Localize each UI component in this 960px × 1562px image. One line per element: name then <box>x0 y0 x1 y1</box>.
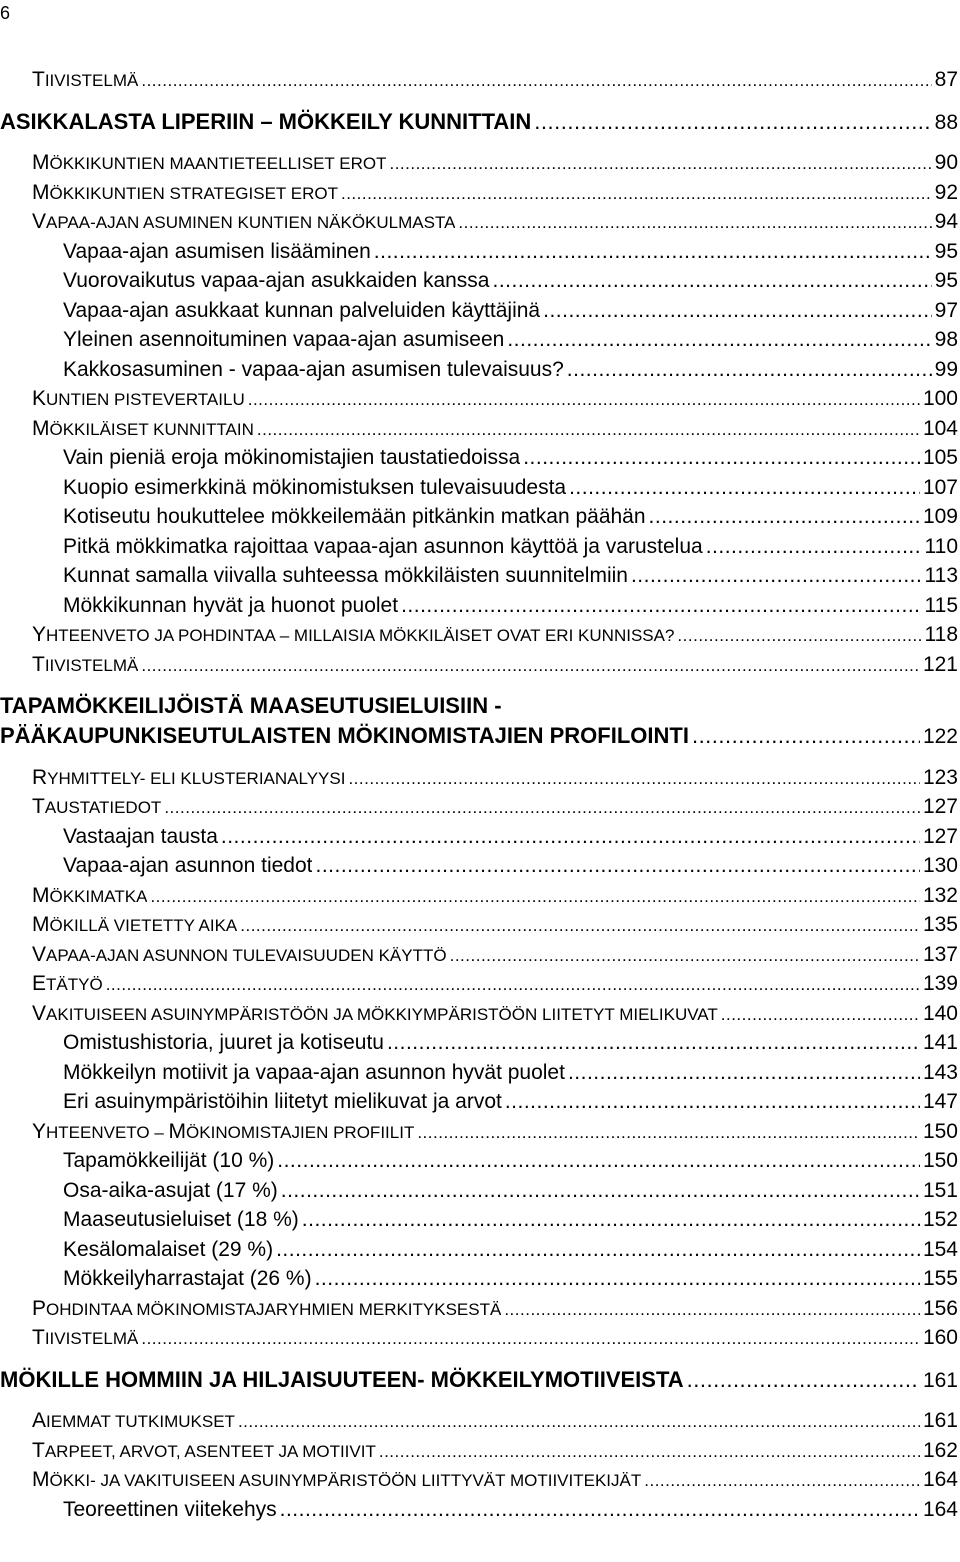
toc-entry-title: Eri asuinympäristöihin liitetyt mielikuvat ja arvot <box>63 1090 502 1113</box>
toc-entry[interactable] <box>0 1028 960 1058</box>
toc-dot-leader <box>687 1365 920 1395</box>
toc-dot-leader <box>315 1264 920 1294</box>
toc-entry[interactable] <box>0 296 960 326</box>
toc-entry[interactable] <box>0 237 960 267</box>
toc-entry[interactable] <box>0 792 960 822</box>
toc-entry-title: Kakkosasuminen - vapaa-ajan asumisen tulevaisuus? <box>63 357 564 381</box>
toc-entry[interactable] <box>0 999 960 1029</box>
toc-dot-leader <box>450 941 920 971</box>
toc-entry-title: Vapaa-ajan asunnon tiedot <box>63 854 313 877</box>
toc-entry-page: 132 <box>922 883 958 907</box>
toc-entry[interactable] <box>0 532 960 562</box>
toc-entry-title: Pitkä mökkimatka rajoittaa vapaa-ajan asunnon käyttöä ja varustelua <box>63 534 703 558</box>
toc-dot-leader <box>569 473 920 503</box>
toc-dot-leader <box>276 1235 920 1265</box>
toc-heading-line: TAPAMÖKKEILIJÖISTÄ MAASEUTUSIELUISIIN - <box>0 693 502 718</box>
toc-entry[interactable] <box>0 1205 960 1235</box>
toc-entry-title: TIIVISTELMÄ <box>32 1326 139 1349</box>
toc-entry-page: 139 <box>922 972 958 995</box>
toc-dot-leader <box>379 1437 920 1467</box>
toc-entry-page: 162 <box>922 1438 958 1462</box>
toc-dot-leader <box>315 851 919 881</box>
toc-entry-page: 105 <box>922 446 958 469</box>
toc-dot-leader <box>631 561 922 591</box>
toc-entry-page: 130 <box>922 854 958 877</box>
toc-entry-title: VAKITUISEEN ASUINYMPÄRISTÖÖN JA MÖKKIYMPÄRISTÖÖN LIITETYT MIELIKUVAT <box>32 1001 718 1025</box>
toc-entry-page: 100 <box>922 387 958 410</box>
toc-entry-page: 150 <box>922 1119 958 1143</box>
toc-entry-page: 95 <box>934 239 958 263</box>
toc-entry[interactable] <box>0 1406 960 1436</box>
toc-entry-title: Vapaa-ajan asukkaat kunnan palveluiden käyttäjinä <box>63 298 541 322</box>
toc-entry-title: RYHMITTELY- ELI KLUSTERIANALYYSI <box>32 765 346 789</box>
toc-dot-leader <box>458 208 931 238</box>
toc-dot-leader <box>523 443 920 473</box>
toc-dot-leader <box>387 1028 920 1058</box>
toc-entry-title: Yleinen asennoituminen vapaa-ajan asumiseen <box>63 328 505 351</box>
toc-entry-page: 140 <box>922 1001 958 1025</box>
toc-entry-title: VAPAA-AJAN ASUMINEN KUNTIEN NÄKÖKULMASTA <box>32 210 456 233</box>
toc-entry-title: Osa-aika-asujat (17 %) <box>63 1178 278 1202</box>
toc-entry-page: 161 <box>922 1368 958 1392</box>
toc-dot-leader <box>493 266 932 296</box>
toc-entry-title: YHTEENVETO – MÖKINOMISTAJIEN PROFIILIT <box>32 1119 415 1143</box>
toc-entry-page: 127 <box>922 824 958 848</box>
toc-entry[interactable] <box>0 650 960 680</box>
toc-entry-page: 99 <box>934 357 958 381</box>
toc-dot-leader <box>567 355 932 385</box>
toc-entry-page: 160 <box>922 1326 958 1349</box>
toc-dot-leader <box>257 415 920 445</box>
toc-entry[interactable] <box>0 443 960 473</box>
toc-entry[interactable] <box>0 620 960 650</box>
toc-dot-leader <box>417 1118 920 1148</box>
toc-entry-page: 115 <box>924 593 958 617</box>
toc-dot-leader <box>141 66 931 96</box>
toc-dot-leader <box>568 1058 920 1088</box>
toc-entry-page: 97 <box>934 298 958 322</box>
toc-entry[interactable] <box>0 414 960 444</box>
toc-dot-leader <box>277 1146 920 1176</box>
toc-dot-leader <box>348 764 920 794</box>
toc-entry[interactable] <box>0 178 960 208</box>
toc-entry[interactable] <box>0 881 960 911</box>
toc-dot-leader <box>240 911 920 941</box>
toc-dot-leader <box>389 149 931 179</box>
toc-entry-title: AIEMMAT TUTKIMUKSET <box>32 1409 235 1432</box>
toc-dot-leader <box>644 1466 920 1496</box>
toc-entry-title: MÖKKILÄISET KUNNITTAIN <box>32 416 254 440</box>
toc-entry-page: 94 <box>934 210 958 233</box>
toc-entry-page: 113 <box>924 564 958 587</box>
toc-entry[interactable] <box>0 1465 960 1495</box>
toc-entry-title: Kotiseutu houkuttelee mökkeilemään pitkänkin matkan päähän <box>63 505 646 528</box>
toc-entry-page: 156 <box>922 1296 958 1320</box>
toc-dot-leader <box>692 721 920 751</box>
toc-entry-page: 123 <box>922 765 958 789</box>
toc-entry-page: 121 <box>922 652 958 676</box>
toc-entry[interactable] <box>0 721 960 751</box>
toc-entry-title: Vuorovaikutus vapaa-ajan asukkaiden kanssa <box>63 269 490 292</box>
toc-dot-leader <box>649 502 920 532</box>
toc-entry-title: MÖKILLÄ VIETETTY AIKA <box>32 913 238 936</box>
toc-dot-leader <box>106 970 920 1000</box>
toc-entry-page: 90 <box>934 151 958 174</box>
toc-dot-leader <box>507 325 931 355</box>
toc-entry-page: 143 <box>922 1060 958 1084</box>
toc-entry-page: 135 <box>922 913 958 936</box>
toc-entry-page: 150 <box>922 1149 958 1172</box>
toc-dot-leader <box>150 882 920 912</box>
toc-entry[interactable] <box>0 822 960 852</box>
toc-entry-page: 137 <box>922 942 958 966</box>
toc-entry-title: Omistushistoria, juuret ja kotiseutu <box>63 1031 384 1054</box>
toc-dot-leader <box>401 591 921 621</box>
toc-dot-leader <box>706 532 922 562</box>
toc-entry[interactable] <box>0 591 960 621</box>
toc-dot-leader <box>302 1205 920 1235</box>
toc-entry-title: Vastaajan tausta <box>63 824 218 848</box>
page-number: 6 <box>0 3 11 23</box>
toc-dot-leader <box>677 621 921 651</box>
toc-entry[interactable] <box>0 1235 960 1265</box>
toc-entry-title: Maaseutusieluiset (18 %) <box>63 1208 299 1231</box>
toc-entry-title: TIIVISTELMÄ <box>32 68 139 91</box>
toc-entry-title: Tapamökkeilijät (10 %) <box>63 1149 275 1172</box>
toc-dot-leader <box>543 296 932 326</box>
toc-dot-leader <box>164 793 920 823</box>
toc-entry-page: 88 <box>934 110 958 134</box>
toc-dot-leader <box>504 1295 920 1325</box>
toc-entry[interactable] <box>0 266 960 296</box>
toc-entry-page: 152 <box>922 1208 958 1231</box>
toc-entry-title: PÄÄKAUPUNKISEUTULAISTEN MÖKINOMISTAJIEN PROFILOINTI <box>0 723 689 748</box>
toc-entry[interactable] <box>0 207 960 237</box>
toc-entry[interactable] <box>0 65 960 95</box>
toc-entry-title: ETÄTYÖ <box>32 972 103 995</box>
toc-entry[interactable] <box>0 1323 960 1353</box>
toc-entry[interactable] <box>0 325 960 355</box>
toc-entry[interactable] <box>0 1365 960 1395</box>
toc-entry-title: Mökkeilyn motiivit ja vapaa-ajan asunnon hyvät puolet <box>63 1060 565 1084</box>
toc-dot-leader <box>238 1407 920 1437</box>
toc-entry-page: 141 <box>922 1031 958 1054</box>
toc-entry-title: MÖKKIKUNTIEN STRATEGISET EROT <box>32 180 338 204</box>
toc-entry[interactable] <box>0 561 960 591</box>
toc-entry-title: MÖKKIKUNTIEN MAANTIETEELLISET EROT <box>32 151 387 174</box>
toc-entry-page: 95 <box>934 269 958 292</box>
table-of-contents <box>0 65 960 1524</box>
toc-entry-page: 104 <box>922 416 958 440</box>
toc-entry-title: Vain pieniä eroja mökinomistajien taustatiedoissa <box>63 446 521 469</box>
toc-entry-page: 161 <box>922 1409 958 1432</box>
toc-dot-leader <box>281 1176 920 1206</box>
toc-dot-leader <box>534 107 931 137</box>
toc-entry[interactable] <box>0 1117 960 1147</box>
toc-entry-page: 98 <box>934 328 958 351</box>
toc-entry-title: Mökkikunnan hyvät ja huonot puolet <box>63 593 399 617</box>
toc-entry[interactable] <box>0 107 960 137</box>
toc-entry-title: Mökkeilyharrastajat (26 %) <box>63 1267 312 1290</box>
toc-dot-leader <box>221 822 920 852</box>
toc-entry[interactable] <box>0 148 960 178</box>
toc-entry-title: TAUSTATIEDOT <box>32 795 162 818</box>
toc-entry[interactable] <box>0 1176 960 1206</box>
toc-entry[interactable] <box>0 910 960 940</box>
toc-entry-page: 155 <box>922 1267 958 1290</box>
toc-dot-leader <box>374 237 932 267</box>
toc-entry[interactable] <box>0 1495 960 1525</box>
toc-entry-page: 92 <box>934 180 958 204</box>
toc-entry-page: 107 <box>922 475 958 499</box>
toc-entry[interactable] <box>0 1087 960 1117</box>
toc-dot-leader <box>505 1087 920 1117</box>
toc-entry-title: MÖKKI- JA VAKITUISEEN ASUINYMPÄRISTÖÖN LIITTYVÄT MOTIIVITEKIJÄT <box>32 1468 642 1491</box>
toc-entry[interactable] <box>0 940 960 970</box>
toc-entry-title: Teoreettinen viitekehys <box>63 1497 277 1521</box>
toc-dot-leader <box>721 1000 920 1030</box>
toc-entry-title: KUNTIEN PISTEVERTAILU <box>32 387 245 410</box>
toc-dot-leader <box>141 1324 920 1354</box>
toc-entry-title: MÖKILLE HOMMIIN JA HILJAISUUTEEN- MÖKKEILYMOTIIVEISTA <box>0 1366 684 1392</box>
toc-entry-title: ASIKKALASTA LIPERIIN – MÖKKEILY KUNNITTAIN <box>0 108 532 134</box>
toc-entry-page: 127 <box>922 795 958 818</box>
toc-entry-title: TARPEET, ARVOT, ASENTEET JA MOTIIVIT <box>32 1438 376 1462</box>
toc-entry-page: 109 <box>922 505 958 528</box>
toc-dot-leader <box>248 385 920 415</box>
toc-entry-page: 87 <box>934 68 958 91</box>
toc-entry[interactable] <box>0 763 960 793</box>
toc-entry[interactable] <box>0 473 960 503</box>
toc-entry-title: Kesälomalaiset (29 %) <box>63 1237 274 1261</box>
toc-entry-page: 151 <box>922 1178 958 1202</box>
toc-entry[interactable] <box>0 851 960 881</box>
toc-entry[interactable] <box>0 384 960 414</box>
toc-entry[interactable] <box>0 502 960 532</box>
toc-entry-title: Kunnat samalla viivalla suhteessa mökkiläisten suunnitelmiin <box>63 564 628 587</box>
toc-dot-leader <box>341 179 932 209</box>
toc-entry[interactable] <box>0 1146 960 1176</box>
toc-entry-page: 122 <box>922 725 958 748</box>
toc-entry[interactable] <box>0 969 960 999</box>
toc-entry-title: Vapaa-ajan asumisen lisääminen <box>63 239 371 263</box>
toc-entry[interactable] <box>0 1294 960 1324</box>
toc-entry-page: 164 <box>922 1468 958 1491</box>
toc-dot-leader <box>280 1495 920 1525</box>
toc-entry-page: 154 <box>922 1237 958 1261</box>
toc-entry-title: POHDINTAA MÖKINOMISTAJARYHMIEN MERKITYKSESTÄ <box>32 1296 502 1320</box>
toc-entry-page: 110 <box>924 534 958 558</box>
toc-entry[interactable] <box>0 1264 960 1294</box>
toc-entry-title: VAPAA-AJAN ASUNNON TULEVAISUUDEN KÄYTTÖ <box>32 942 447 966</box>
toc-entry-title: Kuopio esimerkkinä mökinomistuksen tulevaisuudesta <box>63 475 567 499</box>
toc-entry-title: TIIVISTELMÄ <box>32 652 139 676</box>
toc-entry-page: 147 <box>922 1090 958 1113</box>
toc-entry-title: MÖKKIMATKA <box>32 883 148 907</box>
toc-entry-page: 118 <box>924 623 958 646</box>
toc-entry[interactable] <box>0 355 960 385</box>
toc-entry[interactable] <box>0 1058 960 1088</box>
toc-dot-leader <box>141 651 920 681</box>
toc-entry-page: 164 <box>922 1497 958 1521</box>
toc-entry[interactable] <box>0 1436 960 1466</box>
toc-entry-title: YHTEENVETO JA POHDINTAA – MILLAISIA MÖKKILÄISET OVAT ERI KUNNISSA? <box>32 623 675 646</box>
